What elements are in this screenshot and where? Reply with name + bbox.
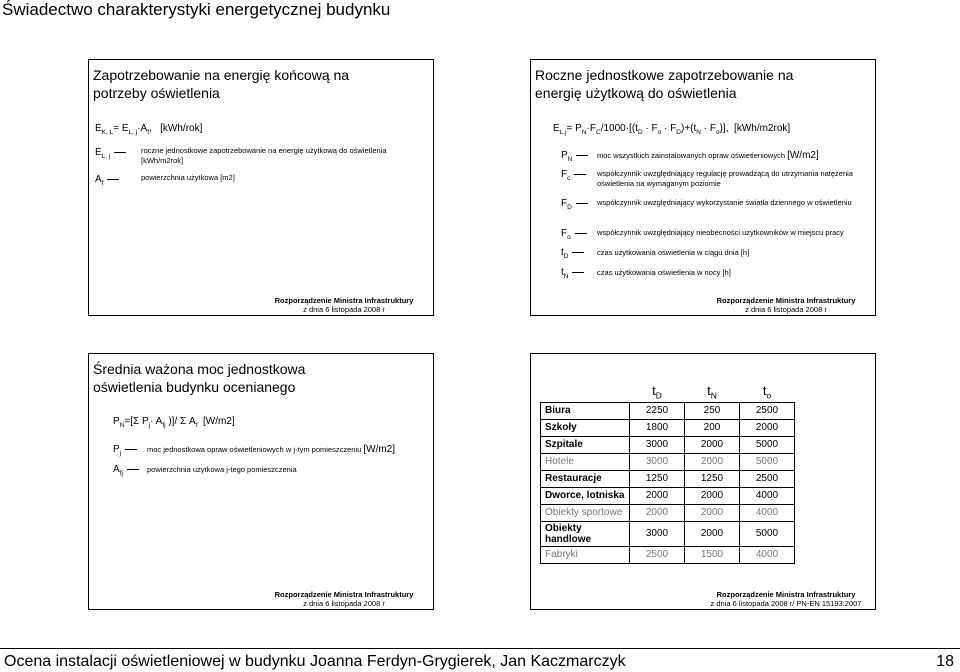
value-cell: 2000 [740, 419, 795, 436]
value-cell: 4000 [740, 487, 795, 504]
page-footer [0, 648, 960, 672]
source-note: Rozporządzenie Ministra Infrastruktury z dnia 6 listopada 2008 r/ PN-EN 15193:2007 [710, 590, 862, 608]
description: powierzchnia użytkowa [m2] [141, 173, 235, 182]
description: moc jednostkowa opraw oświetleniowych w j-tym pomieszczeniu [W/m2] [147, 444, 396, 455]
slide-useful-energy [530, 59, 876, 316]
source-note: Rozporządzenie Ministra Infrastruktury z dnia 6 listopada 2008 r [716, 296, 856, 314]
table-header: $t_D$ $t_N$ $t_o$ [652, 383, 772, 401]
table-row [541, 521, 795, 546]
source-note: Rozporządzenie Ministra Infrastruktury z dnia 6 listopada 2008 r [274, 296, 414, 314]
footer-text: Ocena instalacji oświetleniowej w budynku Joanna Ferdyn-Grygierek, Jan Kaczmarczyk [4, 653, 626, 670]
symbol-afj: $A_{fj}$ [113, 464, 143, 477]
description: czas użytkowania oświetlenia w nocy [h] [597, 268, 731, 277]
value-cell: 3000 [630, 521, 685, 546]
value-cell: 1250 [685, 470, 740, 487]
value-cell: 2000 [630, 487, 685, 504]
usage-times-table [540, 382, 795, 564]
description: roczne jednostkowe zapotrzebowanie na energię użytkową do oświetlenia [kWh/m2rok] [141, 146, 387, 165]
symbol-fc: $F_c$ [561, 169, 590, 182]
table-row [541, 402, 795, 419]
category-cell: Szpitale [541, 436, 630, 453]
table-row [541, 419, 795, 436]
category-cell: Fabryki [541, 546, 630, 563]
formula: $E_{K, L}= E_{L, j}\cdot A_f$, [kWh/rok] [95, 123, 203, 136]
value-cell: 4000 [740, 546, 795, 563]
value-cell: 1800 [630, 419, 685, 436]
symbol-fo: $F_o$ [561, 228, 591, 241]
symbol-af: $A_f$ [95, 174, 123, 187]
value-cell: 5000 [740, 436, 795, 453]
table-row [541, 436, 795, 453]
value-cell: 2500 [740, 402, 795, 419]
value-cell: 5000 [740, 453, 795, 470]
slide-usage-times [530, 353, 876, 610]
value-cell: 200 [685, 419, 740, 436]
category-cell: Hotele [541, 453, 630, 470]
symbol-tn: $t_N$ [561, 267, 588, 280]
description: współczynnik uwzględniający wykorzystanie światła dziennego w oświetleniu [597, 198, 852, 207]
table-row [541, 453, 795, 470]
formula: $P_N=[\Sigma$ $P_j\cdot A_{fj}$ )]/ Σ $A_f$ [W/m2] [113, 416, 235, 429]
value-cell: 1500 [685, 546, 740, 563]
value-cell: 2000 [685, 504, 740, 521]
formula: $E_{L,j}= P_N\cdot F_C/1000\cdot[(t_D \cdot F_o \cdot F_D)+(t_N \cdot F_o)]$, [kWh/m2rok] [553, 123, 791, 136]
document-header: Świadectwo charakterystyki energetycznej budynku [2, 0, 391, 19]
value-cell: 5000 [740, 521, 795, 546]
symbol-pn: $P_N$ [561, 150, 592, 163]
symbol-pj: $P_j$ [113, 444, 141, 457]
value-cell: 2500 [630, 546, 685, 563]
table-row [541, 487, 795, 504]
description: moc wszystkich zainstalowanych opraw oświetleniowych [W/m2] [597, 150, 819, 161]
page-number: 18 [936, 653, 954, 670]
table-row [541, 470, 795, 487]
value-cell: 2250 [630, 402, 685, 419]
value-cell: 3000 [630, 453, 685, 470]
table-row [541, 504, 795, 521]
slide-final-energy [88, 59, 434, 316]
category-cell: Biura [541, 402, 630, 419]
category-cell: Szkoły [541, 419, 630, 436]
value-cell: 2000 [685, 453, 740, 470]
value-cell: 2500 [740, 470, 795, 487]
value-cell: 4000 [740, 504, 795, 521]
value-cell: 2000 [685, 487, 740, 504]
slide-title: Zapotrzebowanie na energię końcową na potrzeby oświetlenia [93, 67, 350, 101]
symbol-el: $E_{L, j}$ [95, 147, 130, 160]
slide-weighted-power [88, 353, 434, 610]
symbol-fd: $F_D$ [561, 198, 592, 211]
category-cell: Obiekty handlowe [541, 521, 630, 546]
category-cell: Restauracje [541, 470, 630, 487]
value-cell: 2000 [630, 504, 685, 521]
slide-title: Średnia ważona moc jednostkowa oświetlenia budynku ocenianego [93, 361, 306, 395]
value-cell: 2000 [685, 521, 740, 546]
slide-title: Roczne jednostkowe zapotrzebowanie na energię użytkową do oświetlenia [535, 67, 794, 101]
category-cell: Dworce, lotniska [541, 487, 630, 504]
description: czas użytkowania oświetlenia w ciągu dnia [h] [597, 248, 750, 257]
description: współczynnik uwzględniający nieobecności użytkowników w miejscu pracy [597, 228, 844, 237]
description: powierzchnia użytkowa j-tego pomieszczenia [147, 465, 297, 474]
value-cell: 2000 [685, 436, 740, 453]
description: współczynnik uwzględniający regulację prowadzącą do utrzymania natężenia oświetlenia na wymaganym poziomie [597, 169, 853, 188]
source-note: Rozporządzenie Ministra Infrastruktury z dnia 6 listopada 2008 r [274, 590, 414, 608]
value-cell: 1250 [630, 470, 685, 487]
value-cell: 3000 [630, 436, 685, 453]
table-row [541, 546, 795, 563]
category-cell: Obiekty sportowe [541, 504, 630, 521]
value-cell: 250 [685, 402, 740, 419]
symbol-td: $t_D$ [561, 247, 588, 260]
